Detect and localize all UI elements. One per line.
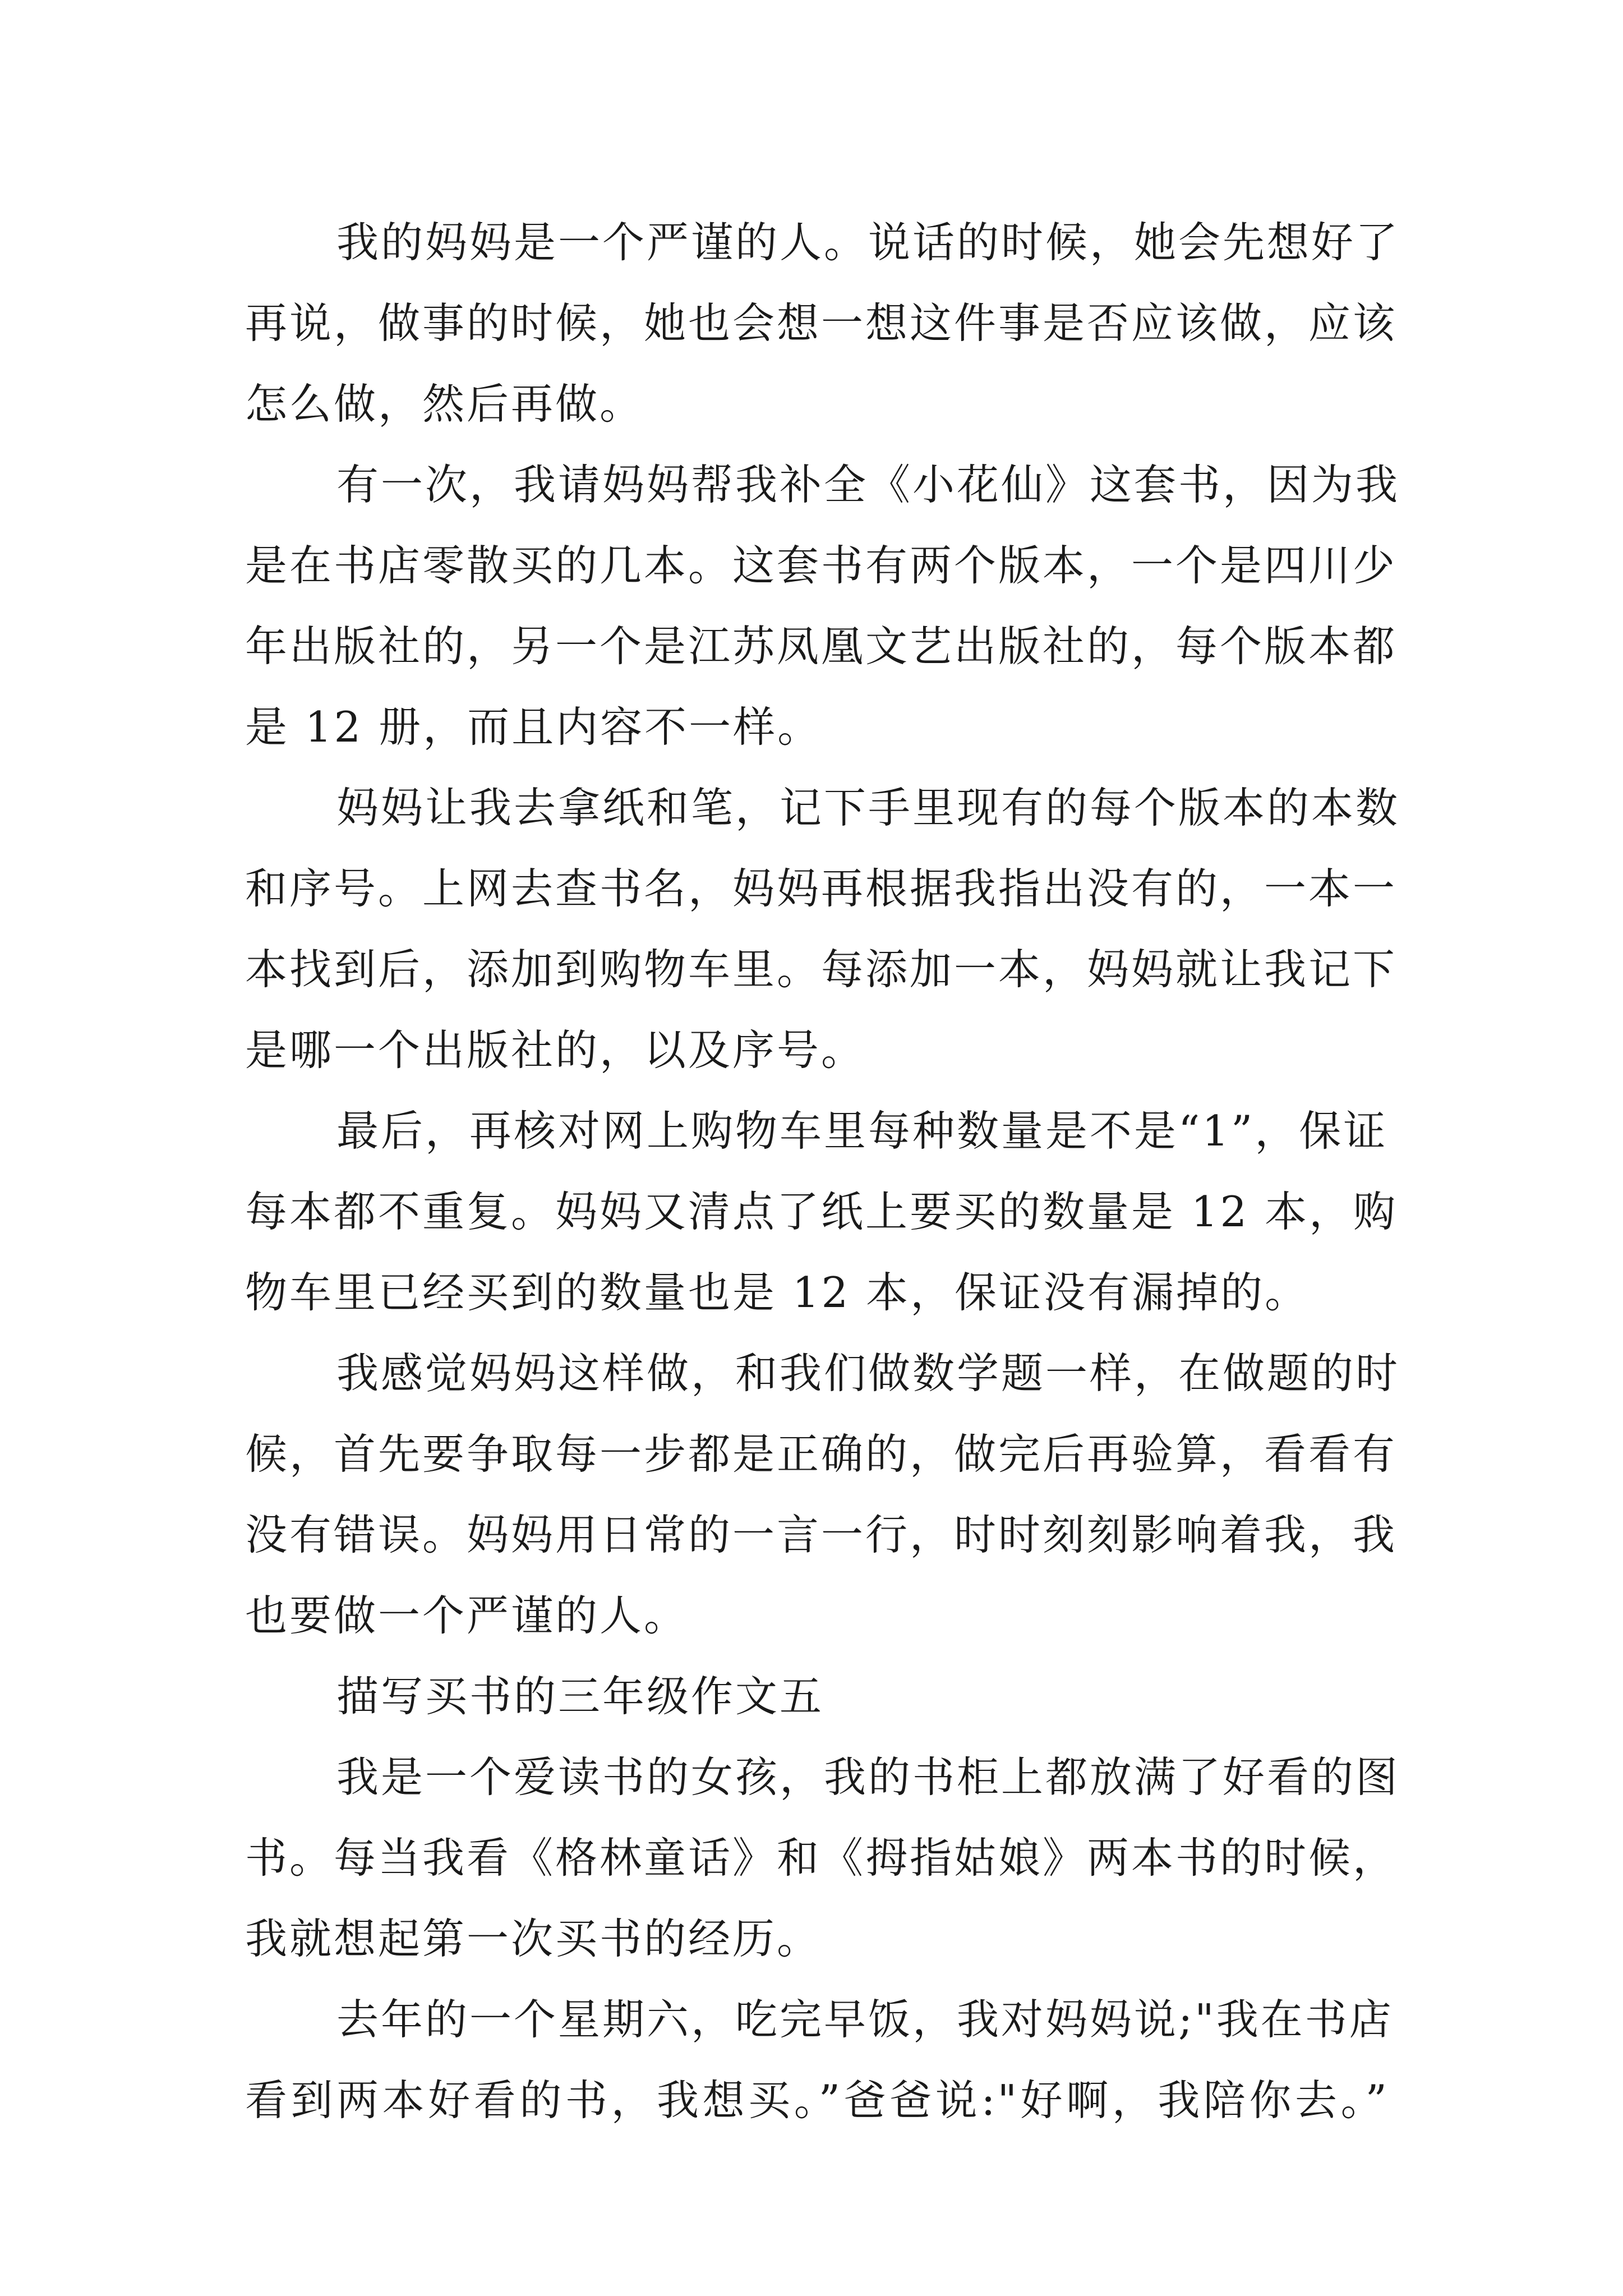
body-text: [245, 202, 1400, 2141]
text-line: 本找到后，添加到购物车里。每添加一本，妈妈就让我记下: [245, 945, 1398, 994]
text-line: 再说，做事的时候，她也会想一想这件事是否应该做，应该: [245, 298, 1398, 348]
text-line: 有一次，我请妈妈帮我补全《小花仙》这套书，因为我: [336, 460, 1400, 509]
section-heading: 描写买书的三年级作文五: [336, 1672, 824, 1721]
text-line: 也要做一个严谨的人。: [245, 1591, 689, 1640]
text-line: 最后，再核对网上购物车里每种数量是不是“1”，保证: [336, 1106, 1388, 1156]
text-line: 是在书店零散买的几本。这套书有两个版本，一个是四川少: [245, 541, 1398, 590]
text-line: 是 12 册，而且内容不一样。: [245, 702, 822, 752]
text-line: 我感觉妈妈这样做，和我们做数学题一样，在做题的时: [336, 1349, 1400, 1398]
text-line: 我的妈妈是一个严谨的人。说话的时候，她会先想好了: [336, 218, 1400, 267]
text-line: 看到两本好看的书，我想买。”爸爸说:"好啊，我陪你去。”: [245, 2076, 1389, 2125]
text-line: 物车里已经买到的数量也是 12 本，保证没有漏掉的。: [245, 1268, 1310, 1317]
text-line: 我是一个爱读书的女孩，我的书柜上都放满了好看的图: [336, 1752, 1400, 1802]
text-line: 怎么做，然后再做。: [245, 379, 644, 429]
text-line: 妈妈让我去拿纸和笔，记下手里现有的每个版本的本数: [336, 783, 1400, 832]
text-line: 没有错误。妈妈用日常的一言一行，时时刻刻影响着我，我: [245, 1510, 1398, 1559]
text-line: 年出版社的，另一个是江苏凤凰文艺出版社的，每个版本都: [245, 622, 1398, 671]
text-line: 和序号。上网去查书名，妈妈再根据我指出没有的，一本一: [245, 864, 1398, 913]
text-line: 去年的一个星期六，吃完早饭，我对妈妈说;"我在书店: [336, 1995, 1394, 2044]
text-line: 书。每当我看《格林童话》和《拇指姑娘》两本书的时候，: [245, 1833, 1398, 1883]
text-line: 每本都不重复。妈妈又清点了纸上要买的数量是 12 本，购: [245, 1187, 1398, 1236]
text-line: 候，首先要争取每一步都是正确的，做完后再验算，看看有: [245, 1429, 1398, 1479]
text-line: 是哪一个出版社的，以及序号。: [245, 1025, 866, 1075]
text-line: 我就想起第一次买书的经历。: [245, 1914, 822, 1963]
